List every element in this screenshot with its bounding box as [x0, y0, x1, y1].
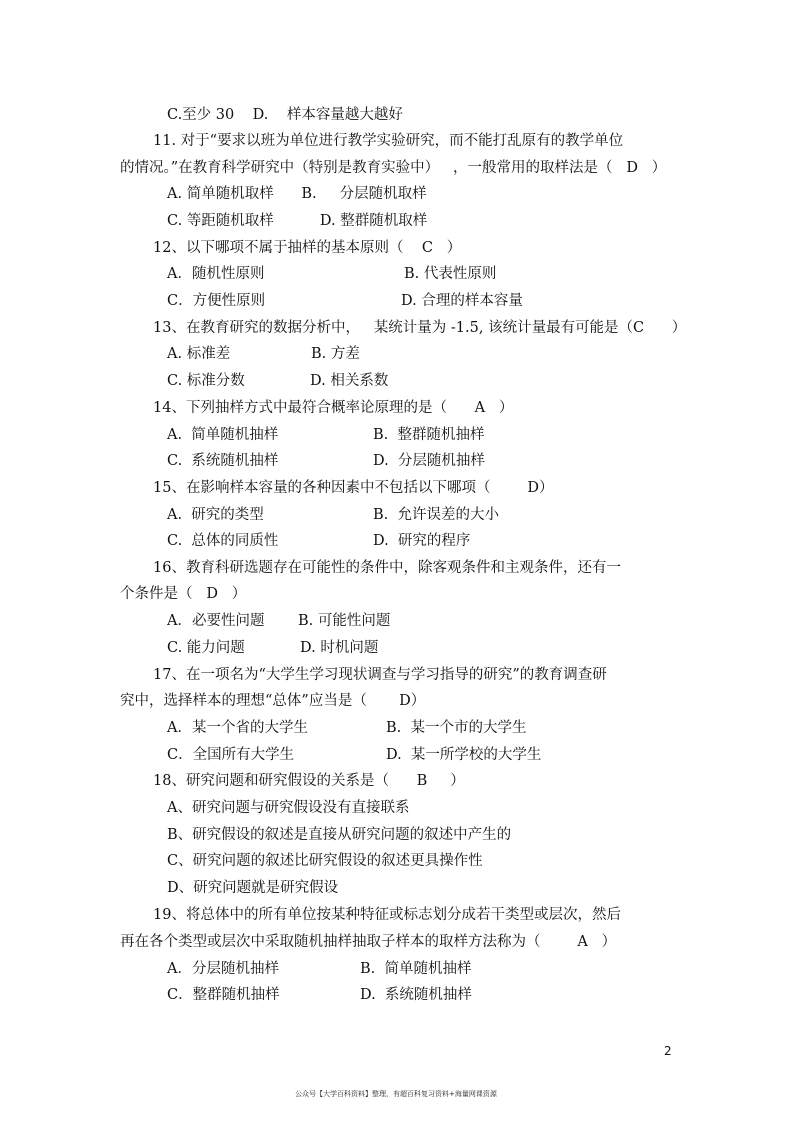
- option-d: D. 时机问题: [300, 640, 379, 656]
- option-a: A. 简单随机抽样: [167, 427, 279, 443]
- question-19: 19、将总体中的所有单位按某种特征或标志划分成若干类型或层次，然后: [153, 907, 621, 923]
- question-11: 11. 对于“要求以班为单位进行教学实验研究，而不能打乱原有的教学单位: [153, 133, 624, 149]
- option-b: B. 允许误差的大小: [373, 507, 499, 523]
- option-c: C. 总体的同质性: [167, 533, 279, 549]
- option-c: C．整群随机抽样: [167, 987, 280, 1003]
- option-b: B. 整群随机抽样: [373, 427, 485, 443]
- option-a: A. 研究的类型: [167, 507, 264, 523]
- option-line: A. 简单随机取样 B. 分层随机取样: [167, 186, 427, 202]
- option-d: D. 相关系数: [310, 373, 389, 389]
- option-d: D. 研究的程序: [373, 533, 471, 549]
- option-c: C．方便性原则: [167, 293, 266, 309]
- option-c: C. 系统随机抽样: [167, 453, 279, 469]
- footer-note: 公众号【大学百科资料】整理，有超百科复习资料+海量网课资源: [295, 1090, 497, 1098]
- option-b: B. 简单随机抽样: [360, 961, 472, 977]
- option-b: B. 可能性问题: [298, 613, 391, 629]
- question-14: 14、下列抽样方式中最符合概率论原理的是（ A ）: [153, 400, 514, 416]
- text-line: 再在各个类型或层次中采取随机抽样抽取子样本的取样方法称为（ A ）: [120, 934, 617, 950]
- option-c: C. 标准分数: [167, 373, 245, 389]
- text-line: 个条件是（ D ）: [120, 586, 247, 602]
- question-15: 15、在影响样本容量的各种因素中不包括以下哪项（ D）: [153, 480, 554, 496]
- option-a: A．某一个省的大学生: [167, 720, 308, 736]
- question-18: 18、研究问题和研究假设的关系是（ B ）: [153, 773, 465, 789]
- text-line: 究中，选择样本的理想“总体”应当是（ D）: [120, 693, 426, 709]
- option-a: A．分层随机抽样: [167, 961, 279, 977]
- option-a: A．随机性原则: [167, 266, 265, 282]
- option-d: D、研究问题就是研究假设: [167, 880, 339, 896]
- text-line: C.至少 30 D. 样本容量越大越好: [167, 107, 403, 123]
- page-number: 2: [664, 1044, 672, 1058]
- option-d: D. 某一所学校的大学生: [386, 747, 542, 763]
- text-line: 的情况。”在教育科学研究中（特别是教育实验中） ，一般常用的取样法是（ D ）: [120, 160, 667, 176]
- question-12: 12、以下哪项不属于抽样的基本原则（ C ）: [153, 240, 462, 256]
- option-c: C. 能力问题: [167, 640, 245, 656]
- option-a: A．必要性问题: [167, 613, 265, 629]
- option-a: A、研究问题与研究假设没有直接联系: [167, 800, 410, 816]
- option-a: A. 标准差: [167, 346, 231, 362]
- option-b: B. 代表性原则: [404, 266, 497, 282]
- option-d: D. 合理的样本容量: [401, 293, 523, 309]
- question-17: 17、在一项名为“大学生学习现状调查与学习指导的研究”的教育调查研: [153, 667, 607, 683]
- option-d: D. 系统随机抽样: [360, 987, 472, 1003]
- option-c: C．全国所有大学生: [167, 747, 295, 763]
- option-d: D. 分层随机抽样: [373, 453, 485, 469]
- option-b: B. 方差: [311, 346, 360, 362]
- option-b: B. 某一个市的大学生: [386, 720, 527, 736]
- option-line: C. 等距随机取样 D. 整群随机取样: [167, 213, 428, 229]
- question-13: 13、在教育研究的数据分析中， 某统计量为 -1.5, 该统计量最有可能是（C ）: [153, 320, 687, 336]
- question-16: 16、教育科研选题存在可能性的条件中，除客观条件和主观条件，还有一: [153, 560, 621, 576]
- option-b: B、研究假设的叙述是直接从研究问题的叙述中产生的: [167, 827, 512, 843]
- option-c: C、研究问题的叙述比研究假设的叙述更具操作性: [167, 853, 483, 869]
